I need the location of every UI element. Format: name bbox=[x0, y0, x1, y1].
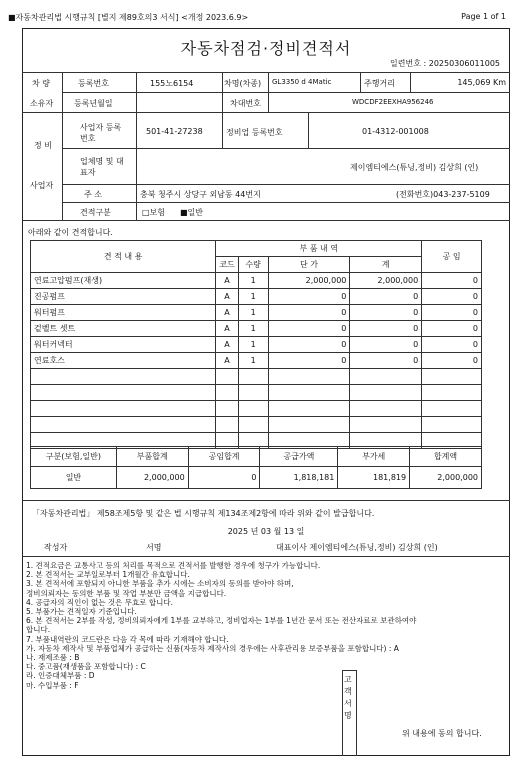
cell-code: A bbox=[216, 321, 238, 337]
model-value: GL3350 d 4Matic bbox=[272, 78, 332, 86]
cell-item: 진공펌프 bbox=[31, 289, 216, 305]
bizno-label: 사업자 등록번호 bbox=[80, 123, 122, 143]
cell-code: A bbox=[216, 273, 238, 289]
col-qty-header: 수량 bbox=[238, 257, 268, 273]
cell-labor: 0 bbox=[422, 337, 482, 353]
cell-qty: 1 bbox=[238, 305, 268, 321]
note-line: 7. 부품내역란의 코드란은 다음 각 목에 따라 기재해야 합니다. bbox=[26, 634, 229, 644]
serial-number bbox=[300, 58, 500, 69]
mileage-label: 주행거리 bbox=[364, 79, 395, 88]
cell-code: A bbox=[216, 337, 238, 353]
summary-table bbox=[30, 446, 482, 489]
col-total-header: 계 bbox=[350, 257, 422, 273]
business-section-label: 정 비 bbox=[34, 141, 52, 150]
note-line: 6. 본 견적서는 2부를 작성, 정비의뢰자에게 1부를 교부하고, 정비업자는 1부를 1년간 문서 또는 전산자료로 보관하여야 bbox=[26, 616, 417, 626]
cell-qty: 1 bbox=[238, 321, 268, 337]
note-line: 정비의뢰자는 동의한 부품 및 작업 부분만 금액을 지급합니다. bbox=[26, 588, 227, 598]
cell-total: 0 bbox=[350, 305, 422, 321]
cell-code: A bbox=[216, 289, 238, 305]
table-row bbox=[31, 353, 482, 369]
customer-sign-label: 고객서명 bbox=[344, 675, 352, 720]
summary-v6: 2,000,000 bbox=[410, 467, 482, 489]
company-name-label: 업체명 및 대표자 bbox=[80, 157, 124, 177]
customer-consent: 위 내용에 동의 합니다. bbox=[402, 729, 482, 738]
cell-labor: 0 bbox=[422, 305, 482, 321]
vin-value: WDCDF2EEXHA956246 bbox=[352, 98, 434, 106]
empty-row bbox=[31, 369, 482, 385]
empty-row bbox=[31, 385, 482, 401]
serial-value: 20250306011005 bbox=[428, 59, 500, 68]
cell-price: 0 bbox=[268, 305, 350, 321]
cell-code: A bbox=[216, 305, 238, 321]
empty-row bbox=[31, 417, 482, 433]
serial-label: 일련번호 : bbox=[390, 59, 427, 68]
reg-date-label: 등록년월일 bbox=[74, 99, 113, 108]
empty-row bbox=[31, 401, 482, 417]
cell-labor: 0 bbox=[422, 321, 482, 337]
cell-total: 0 bbox=[350, 289, 422, 305]
owner-label: 소유자 bbox=[30, 99, 54, 108]
summary-h6: 합계액 bbox=[410, 447, 482, 467]
cell-price: 0 bbox=[268, 337, 350, 353]
shopno-label: 정비업 등록번호 bbox=[226, 128, 283, 137]
cell-code: A bbox=[216, 353, 238, 369]
summary-h4: 공급가액 bbox=[260, 447, 338, 467]
estimate-type-label: 견적구분 bbox=[80, 208, 111, 217]
cell-item: 워터펌프 bbox=[31, 305, 216, 321]
col-code-header: 코드 bbox=[216, 257, 238, 273]
table-row bbox=[31, 305, 482, 321]
vehicle-section-label: 차 량 bbox=[32, 79, 50, 88]
company-name-value: 제이엠티에스(튜닝,정비) 김상희 (인) bbox=[350, 163, 479, 172]
note-line: 다. 중고품(재생품을 포함합니다) : C bbox=[26, 662, 146, 672]
note-line: 나. 재제조품 : B bbox=[26, 653, 80, 662]
summary-h1: 구분(보험,일반) bbox=[31, 447, 117, 467]
reg-no-value: 155노6154 bbox=[150, 79, 194, 88]
estimate-type-insurance: □보험 bbox=[142, 208, 166, 217]
table-row bbox=[31, 321, 482, 337]
regulation-header: ■자동차관리법 시행규칙 [별지 제89호의3 서식] <개정 2023.6.9> bbox=[8, 13, 249, 22]
note-line: 라. 인증대체부품 : D bbox=[26, 671, 95, 681]
cell-total: 0 bbox=[350, 321, 422, 337]
summary-h2: 부품합계 bbox=[116, 447, 188, 467]
note-line: 1. 견적요금은 교통사고 등의 처리를 목적으로 견적서를 발행한 경우에 청구가 가능합니다. bbox=[26, 561, 321, 570]
cell-labor: 0 bbox=[422, 353, 482, 369]
summary-v4: 1,818,181 bbox=[260, 467, 338, 489]
cell-total: 0 bbox=[350, 337, 422, 353]
model-label: 차명(차종) bbox=[224, 79, 262, 88]
summary-v3: 0 bbox=[188, 467, 260, 489]
estimate-type-general: ■일반 bbox=[180, 208, 204, 217]
estimate-table bbox=[30, 240, 482, 449]
issue-date: 2025 년 03 월 13 일 bbox=[227, 527, 305, 536]
note-line: 5. 부품가는 견적일자 기준입니다. bbox=[26, 607, 137, 616]
cell-labor: 0 bbox=[422, 289, 482, 305]
vin-label: 차대번호 bbox=[230, 99, 261, 108]
cell-qty: 1 bbox=[238, 289, 268, 305]
address-value: 충북 청주시 상당구 외남동 44번지 bbox=[140, 190, 261, 199]
author-value: 대표이사 제이엠티에스(튜닝,정비) 김상희 (인) bbox=[276, 543, 438, 552]
sign-label: 서명 bbox=[146, 543, 162, 552]
estimate-intro: 아래와 같이 견적합니다. bbox=[28, 228, 113, 237]
shopno-value: 01-4312-001008 bbox=[362, 127, 429, 136]
summary-v5: 181,819 bbox=[338, 467, 410, 489]
cell-qty: 1 bbox=[238, 353, 268, 369]
note-line: 마. 수입부품 : F bbox=[26, 680, 79, 690]
col-item-header: 견 적 내 용 bbox=[31, 241, 216, 273]
declaration-text: 「자동차관리법」 제58조제5항 및 같은 법 시행규칙 제134조제2항에 따라 위와 같이 발급합니다. bbox=[32, 509, 375, 518]
cell-labor: 0 bbox=[422, 273, 482, 289]
note-line: 합니다. bbox=[26, 625, 51, 635]
cell-item: 연료호스 bbox=[31, 353, 216, 369]
phone-value: (전화번호)043-237-5109 bbox=[396, 190, 490, 199]
summary-v1: 일반 bbox=[31, 467, 117, 489]
cell-item: 워터커넥터 bbox=[31, 337, 216, 353]
note-line: 가. 자동차 제작사 및 부품업체가 공급하는 신품(자동차 제작사의 경우에는 사후관리용 보증부품을 포함합니다) : A bbox=[26, 643, 399, 653]
cell-price: 0 bbox=[268, 289, 350, 305]
note-line: 2. 본 견적서는 교부일로부터 1개월간 유효합니다. bbox=[26, 570, 190, 580]
address-label: 주 소 bbox=[84, 190, 102, 199]
cell-total: 2,000,000 bbox=[350, 273, 422, 289]
note-line: 3. 본 견적서에 포함되지 아니한 부품을 추가 시에는 소비자의 동의를 받아야 하며, bbox=[26, 579, 294, 589]
mileage-value: 145,069 Km bbox=[457, 78, 506, 87]
bizno-value: 501-41-27238 bbox=[146, 127, 203, 136]
note-line: 4. 공급자의 직인이 없는 것은 무효로 합니다. bbox=[26, 597, 174, 607]
cell-price: 0 bbox=[268, 353, 350, 369]
summary-h3: 공임합계 bbox=[188, 447, 260, 467]
summary-h5: 부가세 bbox=[338, 447, 410, 467]
col-parts-header: 부 품 내 역 bbox=[216, 241, 422, 257]
page-indicator: Page 1 of 1 bbox=[461, 12, 506, 21]
table-row bbox=[31, 337, 482, 353]
document-title: 자동차점검·정비견적서 bbox=[180, 39, 352, 58]
reg-no-label: 등록번호 bbox=[78, 79, 109, 88]
summary-v2: 2,000,000 bbox=[116, 467, 188, 489]
cell-total: 0 bbox=[350, 353, 422, 369]
cell-qty: 1 bbox=[238, 337, 268, 353]
cell-price: 2,000,000 bbox=[268, 273, 350, 289]
table-row bbox=[31, 273, 482, 289]
col-labor-header: 공 임 bbox=[422, 241, 482, 273]
business-section-label-2: 사업자 bbox=[30, 181, 54, 190]
cell-price: 0 bbox=[268, 321, 350, 337]
author-label: 작성자 bbox=[44, 543, 68, 552]
col-price-header: 단 가 bbox=[268, 257, 350, 273]
table-row bbox=[31, 289, 482, 305]
cell-qty: 1 bbox=[238, 273, 268, 289]
cell-item: 연료고압펌프(재생) bbox=[31, 273, 216, 289]
cell-item: 겉벨트 셋트 bbox=[31, 321, 216, 337]
